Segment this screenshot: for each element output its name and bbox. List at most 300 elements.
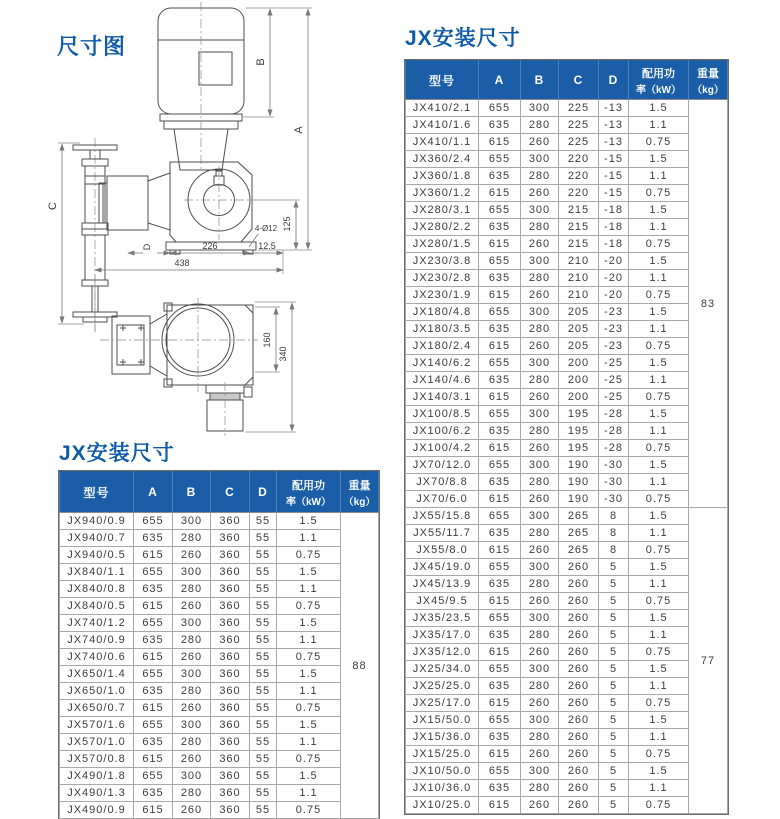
b-cell: 260 [521,287,559,304]
a-cell: 655 [479,253,521,270]
b-cell: 280 [521,525,559,542]
d-cell: 55 [250,666,277,683]
model-cell: JX280/3.1 [406,202,479,219]
power-cell: 0.75 [277,547,341,564]
b-cell: 280 [521,627,559,644]
weight-merged-cell: 88 [341,513,379,819]
d-cell: 5 [599,661,629,678]
a-cell: 615 [479,593,521,610]
model-cell: JX180/3.5 [406,321,479,338]
model-cell: JX180/2.4 [406,338,479,355]
c-cell: 260 [559,576,599,593]
b-cell: 280 [521,780,559,797]
b-cell: 260 [521,440,559,457]
d-cell: -23 [599,338,629,355]
model-cell: JX55/15.8 [406,508,479,525]
c-cell: 195 [559,440,599,457]
a-cell: 615 [479,185,521,202]
d-cell: -28 [599,423,629,440]
c-cell: 360 [211,649,250,666]
model-cell: JX10/36.0 [406,780,479,797]
c-cell: 195 [559,406,599,423]
model-cell: JX70/8.8 [406,474,479,491]
a-cell: 635 [134,530,173,547]
motor-front [158,2,244,172]
weight-merged-cell: 83 [689,100,728,508]
d-cell: 55 [250,598,277,615]
a-cell: 655 [479,712,521,729]
model-cell: JX100/4.2 [406,440,479,457]
model-cell: JX230/2.8 [406,270,479,287]
b-cell: 280 [173,785,211,802]
header-a: A [479,61,521,100]
c-cell: 360 [211,751,250,768]
power-cell: 1.1 [629,729,689,746]
table-row [60,598,379,615]
table-row [406,117,728,134]
table-row [406,287,728,304]
c-cell: 360 [211,547,250,564]
dim-label-125: 125 [282,216,292,232]
d-cell: 8 [599,525,629,542]
power-cell: 0.75 [629,542,689,559]
power-cell: 1.5 [277,666,341,683]
d-cell: -25 [599,355,629,372]
model-cell: JX840/0.8 [60,581,134,598]
power-cell: 0.75 [629,695,689,712]
dim-label-438: 438 [174,258,190,268]
c-cell: 225 [559,117,599,134]
b-cell: 300 [521,253,559,270]
power-cell: 1.1 [629,423,689,440]
b-cell: 300 [521,457,559,474]
d-cell: 55 [250,564,277,581]
c-cell: 360 [211,734,250,751]
b-cell: 260 [173,547,211,564]
d-cell: 55 [250,632,277,649]
model-cell: JX35/12.0 [406,644,479,661]
power-cell: 1.1 [629,678,689,695]
c-cell: 360 [211,632,250,649]
c-cell: 190 [559,474,599,491]
table-row [406,474,728,491]
b-cell: 300 [521,355,559,372]
c-cell: 260 [559,746,599,763]
model-cell: JX410/1.1 [406,134,479,151]
model-cell: JX650/0.7 [60,700,134,717]
table-row [60,581,379,598]
model-cell: JX230/3.8 [406,253,479,270]
c-cell: 205 [559,338,599,355]
a-cell: 655 [479,508,521,525]
a-cell: 615 [134,751,173,768]
d-cell: 5 [599,576,629,593]
table-row [406,678,728,695]
c-cell: 360 [211,615,250,632]
a-cell: 615 [479,797,521,814]
a-cell: 635 [479,423,521,440]
a-cell: 615 [479,695,521,712]
c-cell: 210 [559,287,599,304]
c-cell: 260 [559,780,599,797]
power-cell: 1.5 [629,712,689,729]
d-cell: -23 [599,321,629,338]
pump-head-front [99,173,170,230]
d-cell: 5 [599,559,629,576]
d-cell: 5 [599,712,629,729]
power-cell: 1.5 [277,615,341,632]
a-cell: 635 [479,219,521,236]
model-cell: JX570/1.0 [60,734,134,751]
power-cell: 0.75 [277,598,341,615]
d-cell: 55 [250,734,277,751]
d-cell: 55 [250,785,277,802]
a-cell: 655 [479,406,521,423]
model-cell: JX15/25.0 [406,746,479,763]
d-cell: -13 [599,134,629,151]
b-cell: 300 [521,508,559,525]
c-cell: 195 [559,423,599,440]
table-row [406,151,728,168]
table-header-row [60,472,379,513]
table-row [406,661,728,678]
power-cell: 1.1 [277,734,341,751]
model-cell: JX25/17.0 [406,695,479,712]
c-cell: 360 [211,802,250,819]
a-cell: 655 [134,513,173,530]
b-cell: 300 [521,763,559,780]
power-cell: 1.5 [629,151,689,168]
b-cell: 280 [521,321,559,338]
b-cell: 300 [173,717,211,734]
power-cell: 1.1 [629,576,689,593]
a-cell: 635 [134,734,173,751]
b-cell: 260 [521,236,559,253]
dim-label-160: 160 [262,332,272,348]
table-row [406,644,728,661]
right-table-title: JX安装尺寸 [405,27,521,50]
d-cell: 55 [250,802,277,819]
c-cell: 225 [559,100,599,117]
power-cell: 1.1 [277,530,341,547]
dim-label-D: D [142,243,152,251]
b-cell: 260 [173,649,211,666]
a-cell: 615 [134,598,173,615]
header-weight: 重量 （kg） [689,61,728,100]
table-row [406,525,728,542]
c-cell: 205 [559,321,599,338]
c-cell: 200 [559,355,599,372]
left-table-section [59,437,379,819]
d-cell: 5 [599,797,629,814]
a-cell: 615 [479,746,521,763]
d-cell: 5 [599,763,629,780]
b-cell: 260 [521,491,559,508]
power-cell: 1.5 [629,304,689,321]
a-cell: 615 [134,649,173,666]
power-cell: 1.1 [629,780,689,797]
model-cell: JX410/1.6 [406,117,479,134]
c-cell: 260 [559,644,599,661]
table-row [60,734,379,751]
a-cell: 635 [134,581,173,598]
model-cell: JX25/25.0 [406,678,479,695]
power-cell: 0.75 [277,700,341,717]
power-cell: 0.75 [629,593,689,610]
a-cell: 615 [479,338,521,355]
pump-top-view [100,298,258,436]
a-cell: 635 [479,780,521,797]
c-cell: 210 [559,270,599,287]
table-row [406,270,728,287]
a-cell: 635 [134,785,173,802]
b-cell: 280 [521,423,559,440]
c-cell: 200 [559,389,599,406]
a-cell: 615 [134,547,173,564]
table-row [406,185,728,202]
d-cell: 55 [250,751,277,768]
c-cell: 190 [559,457,599,474]
model-cell: JX100/6.2 [406,423,479,440]
table-row [406,712,728,729]
dim-label-12-5: 12.5 [258,241,276,251]
b-cell: 300 [521,406,559,423]
c-cell: 360 [211,530,250,547]
header-d: D [599,61,629,100]
c-cell: 210 [559,253,599,270]
table-row [406,491,728,508]
dim-label-C: C [47,202,59,210]
b-cell: 300 [173,564,211,581]
c-cell: 190 [559,491,599,508]
left-table-title: JX安装尺寸 [59,442,175,465]
power-cell: 1.1 [277,632,341,649]
table-row [60,615,379,632]
d-cell: -13 [599,100,629,117]
d-cell: -30 [599,491,629,508]
c-cell: 260 [559,729,599,746]
d-cell: -25 [599,372,629,389]
b-cell: 260 [521,338,559,355]
b-cell: 260 [521,797,559,814]
power-cell: 1.1 [629,627,689,644]
d-cell: 55 [250,700,277,717]
left-table-body [60,513,379,819]
table-row [406,610,728,627]
table-row [406,202,728,219]
power-cell: 0.75 [629,797,689,814]
power-cell: 1.5 [277,513,341,530]
c-cell: 360 [211,513,250,530]
table-row [60,700,379,717]
b-cell: 300 [521,712,559,729]
d-cell: 55 [250,513,277,530]
dim-label-B: B [255,58,267,66]
header-a: A [134,472,173,513]
d-cell: -23 [599,304,629,321]
table-row [406,593,728,610]
model-cell: JX10/50.0 [406,763,479,780]
table-row [406,219,728,236]
c-cell: 360 [211,666,250,683]
table-row [406,508,728,525]
d-cell: -20 [599,270,629,287]
model-cell: JX360/1.8 [406,168,479,185]
model-cell: JX490/0.9 [60,802,134,819]
power-cell: 0.75 [629,236,689,253]
a-cell: 655 [479,151,521,168]
c-cell: 225 [559,134,599,151]
a-cell: 635 [479,576,521,593]
table-row [406,746,728,763]
a-cell: 655 [134,768,173,785]
power-cell: 1.5 [629,559,689,576]
header-c: C [559,61,599,100]
d-cell: -28 [599,440,629,457]
d-cell: -20 [599,253,629,270]
a-cell: 635 [479,117,521,134]
c-cell: 265 [559,542,599,559]
d-cell: -30 [599,474,629,491]
power-cell: 1.1 [629,117,689,134]
d-cell: 8 [599,508,629,525]
b-cell: 260 [173,802,211,819]
power-cell: 1.5 [277,564,341,581]
d-cell: 5 [599,729,629,746]
power-cell: 1.5 [277,717,341,734]
d-cell: 55 [250,581,277,598]
power-cell: 1.5 [629,253,689,270]
a-cell: 655 [134,564,173,581]
power-cell: 1.5 [629,406,689,423]
c-cell: 360 [211,598,250,615]
dim-label-holes: 4-Ø12 [254,224,278,233]
a-cell: 635 [134,683,173,700]
b-cell: 300 [173,513,211,530]
b-cell: 280 [521,117,559,134]
table-row [60,683,379,700]
right-table-body [406,100,728,814]
model-cell: JX280/1.5 [406,236,479,253]
b-cell: 300 [521,559,559,576]
power-cell: 1.1 [629,474,689,491]
d-cell: 5 [599,627,629,644]
model-cell: JX140/6.2 [406,355,479,372]
a-cell: 635 [479,729,521,746]
d-cell: -18 [599,202,629,219]
model-cell: JX15/50.0 [406,712,479,729]
model-cell: JX180/4.8 [406,304,479,321]
model-cell: JX10/25.0 [406,797,479,814]
d-cell: 55 [250,530,277,547]
b-cell: 280 [521,168,559,185]
model-cell: JX570/0.8 [60,751,134,768]
power-cell: 1.5 [629,508,689,525]
a-cell: 655 [134,615,173,632]
a-cell: 635 [479,321,521,338]
b-cell: 280 [521,270,559,287]
b-cell: 280 [173,581,211,598]
right-table-section [405,22,728,814]
a-cell: 655 [479,202,521,219]
power-cell: 0.75 [629,287,689,304]
power-cell: 1.5 [629,202,689,219]
a-cell: 655 [479,355,521,372]
power-cell: 0.75 [629,746,689,763]
a-cell: 635 [479,474,521,491]
c-cell: 360 [211,683,250,700]
table-row [406,576,728,593]
b-cell: 300 [521,661,559,678]
c-cell: 260 [559,678,599,695]
c-cell: 260 [559,559,599,576]
table-row [60,751,379,768]
d-cell: 5 [599,695,629,712]
table-row [406,389,728,406]
table-row [406,729,728,746]
a-cell: 615 [479,236,521,253]
table-row [406,253,728,270]
model-cell: JX410/2.1 [406,100,479,117]
a-cell: 615 [479,134,521,151]
a-cell: 615 [134,802,173,819]
b-cell: 260 [521,593,559,610]
c-cell: 360 [211,700,250,717]
power-cell: 0.75 [629,491,689,508]
c-cell: 220 [559,151,599,168]
b-cell: 260 [521,746,559,763]
power-cell: 0.75 [629,389,689,406]
b-cell: 280 [173,632,211,649]
power-cell: 0.75 [629,644,689,661]
a-cell: 615 [479,287,521,304]
table-row [406,440,728,457]
c-cell: 360 [211,785,250,802]
table-row [406,457,728,474]
model-cell: JX840/0.5 [60,598,134,615]
model-cell: JX45/9.5 [406,593,479,610]
table-row [60,785,379,802]
c-cell: 360 [211,717,250,734]
c-cell: 215 [559,202,599,219]
power-cell: 0.75 [629,134,689,151]
header-b: B [173,472,211,513]
table-row [60,649,379,666]
diagram-section-title: 尺寸图 [57,34,127,59]
model-cell: JX490/1.3 [60,785,134,802]
table-row [60,802,379,819]
table-row [60,768,379,785]
d-cell: 55 [250,615,277,632]
a-cell: 635 [134,632,173,649]
model-cell: JX360/2.4 [406,151,479,168]
table-row [60,513,379,530]
a-cell: 655 [479,763,521,780]
c-cell: 220 [559,185,599,202]
table-row [406,797,728,814]
a-cell: 655 [479,304,521,321]
d-cell: 5 [599,780,629,797]
c-cell: 265 [559,508,599,525]
table-row [406,542,728,559]
a-cell: 655 [479,100,521,117]
b-cell: 260 [521,644,559,661]
model-cell: JX140/3.1 [406,389,479,406]
b-cell: 300 [521,610,559,627]
model-cell: JX35/17.0 [406,627,479,644]
b-cell: 300 [521,151,559,168]
jx-install-table-right [405,60,728,814]
